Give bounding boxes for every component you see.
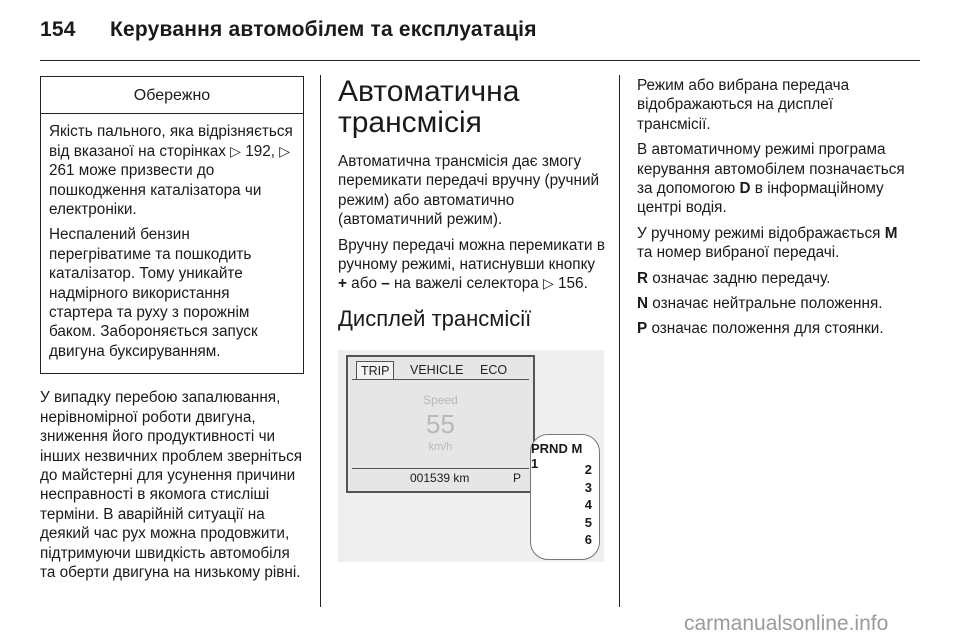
gear-indicator: P — [512, 471, 521, 485]
caution-title: Обережно — [41, 77, 303, 114]
gear-list — [585, 461, 592, 549]
speed-label: Speed — [423, 393, 458, 407]
park-paragraph: P означає положення для стоянки. — [637, 320, 884, 338]
display-intro: Режим або вибрана передача відображаються на дисплеї трансмісії. — [637, 77, 850, 133]
page-link-192[interactable]: 192 — [245, 142, 271, 160]
watermark: carmanualsonline.info — [684, 612, 889, 635]
minus-icon: – — [381, 275, 390, 293]
right-column — [637, 76, 907, 345]
display-tabs — [352, 361, 529, 380]
speed-unit: km/h — [428, 441, 453, 453]
page-link-156[interactable]: 156 — [558, 275, 584, 293]
key-m: M — [884, 224, 898, 242]
tab-eco: ECO — [480, 363, 508, 377]
caution-paragraph-2: Неспалений бензин перегріватиме та пошкодить каталізатор. Тому уникайте надмірного використання стартера та руху з порожнім баком. Забороняється запуск двигуна буксируванням. — [49, 226, 258, 360]
gear-position-callout — [530, 434, 600, 560]
gear-2: 2 — [584, 462, 592, 477]
reference-arrow-icon: ▷ — [230, 142, 241, 159]
page-title: Керування автомобілем та експлуатація — [110, 18, 537, 41]
display-bottom-bar — [352, 468, 529, 487]
reference-arrow-icon: ▷ — [543, 275, 554, 292]
speed-value: 55 — [426, 409, 455, 439]
gear-3: 3 — [584, 479, 592, 495]
manual-mode-paragraph: У ручному режимі відображається M та номер вибраної передачі. — [637, 224, 898, 262]
gear-6: 6 — [584, 532, 592, 548]
tab-vehicle: VEHICLE — [410, 363, 464, 377]
middle-column — [338, 76, 606, 344]
gear-4: 4 — [584, 497, 592, 513]
manual-shift-paragraph: Вручну передачі можна перемикати в ручному режимі, натиснувши кнопку + або – на важелі селектора ▷ 156. — [338, 236, 605, 293]
tab-trip: TRIP — [356, 361, 394, 379]
key-p: P — [637, 320, 648, 338]
caution-paragraph-1: Якість пального, яка відрізняється від вказаної на сторінках ▷ 192, ▷ 261 може призвести до пошкодження каталізатора чи електроніки. — [49, 123, 293, 219]
gear-5: 5 — [584, 514, 592, 530]
automatic-mode-paragraph: В автоматичному режимі програма керування автомобілем позначається за допомогою D в інформаційному центрі водія. — [637, 141, 905, 217]
prnd-label: PRND M 1 — [531, 441, 583, 471]
transmission-display-figure — [338, 350, 604, 562]
reference-arrow-icon: ▷ — [279, 142, 290, 159]
column-divider-right — [619, 75, 620, 607]
misfire-paragraph: У випадку перебою запалювання, нерівномірної роботи двигуна, зниження його продуктивності чи інших незвичних проблем зверніться до майстерні для усунення причини несправності в якомога стисліші терміни. В аварійній ситуації на деякий час рух можна продовжити, підтримуючи швидкість автомобіля та оберти двигуна на низькому рівні. — [40, 389, 303, 581]
key-n: N — [637, 295, 649, 313]
transmission-intro: Автоматична трансмісія дає змогу перемикати передачі вручну (ручний режим) або автоматично (автоматичний режим). — [338, 153, 600, 229]
section-heading: Автоматична трансмісія — [338, 75, 520, 139]
header-rule — [40, 60, 920, 61]
key-r: R — [637, 269, 649, 287]
left-column — [40, 76, 304, 588]
key-d: D — [739, 180, 751, 198]
column-divider-left — [320, 75, 321, 607]
driver-info-screen — [346, 355, 535, 493]
page-link-261[interactable]: 261 — [49, 162, 75, 180]
odometer: 001539 km — [410, 471, 470, 485]
page-number: 154 — [40, 18, 76, 41]
caution-box — [40, 76, 304, 374]
plus-icon: + — [338, 275, 347, 293]
subsection-heading: Дисплей трансмісії — [338, 305, 532, 331]
page-header — [40, 18, 537, 42]
neutral-paragraph: N означає нейтральне положення. — [637, 295, 883, 313]
reverse-paragraph: R означає задню передачу. — [637, 269, 831, 287]
